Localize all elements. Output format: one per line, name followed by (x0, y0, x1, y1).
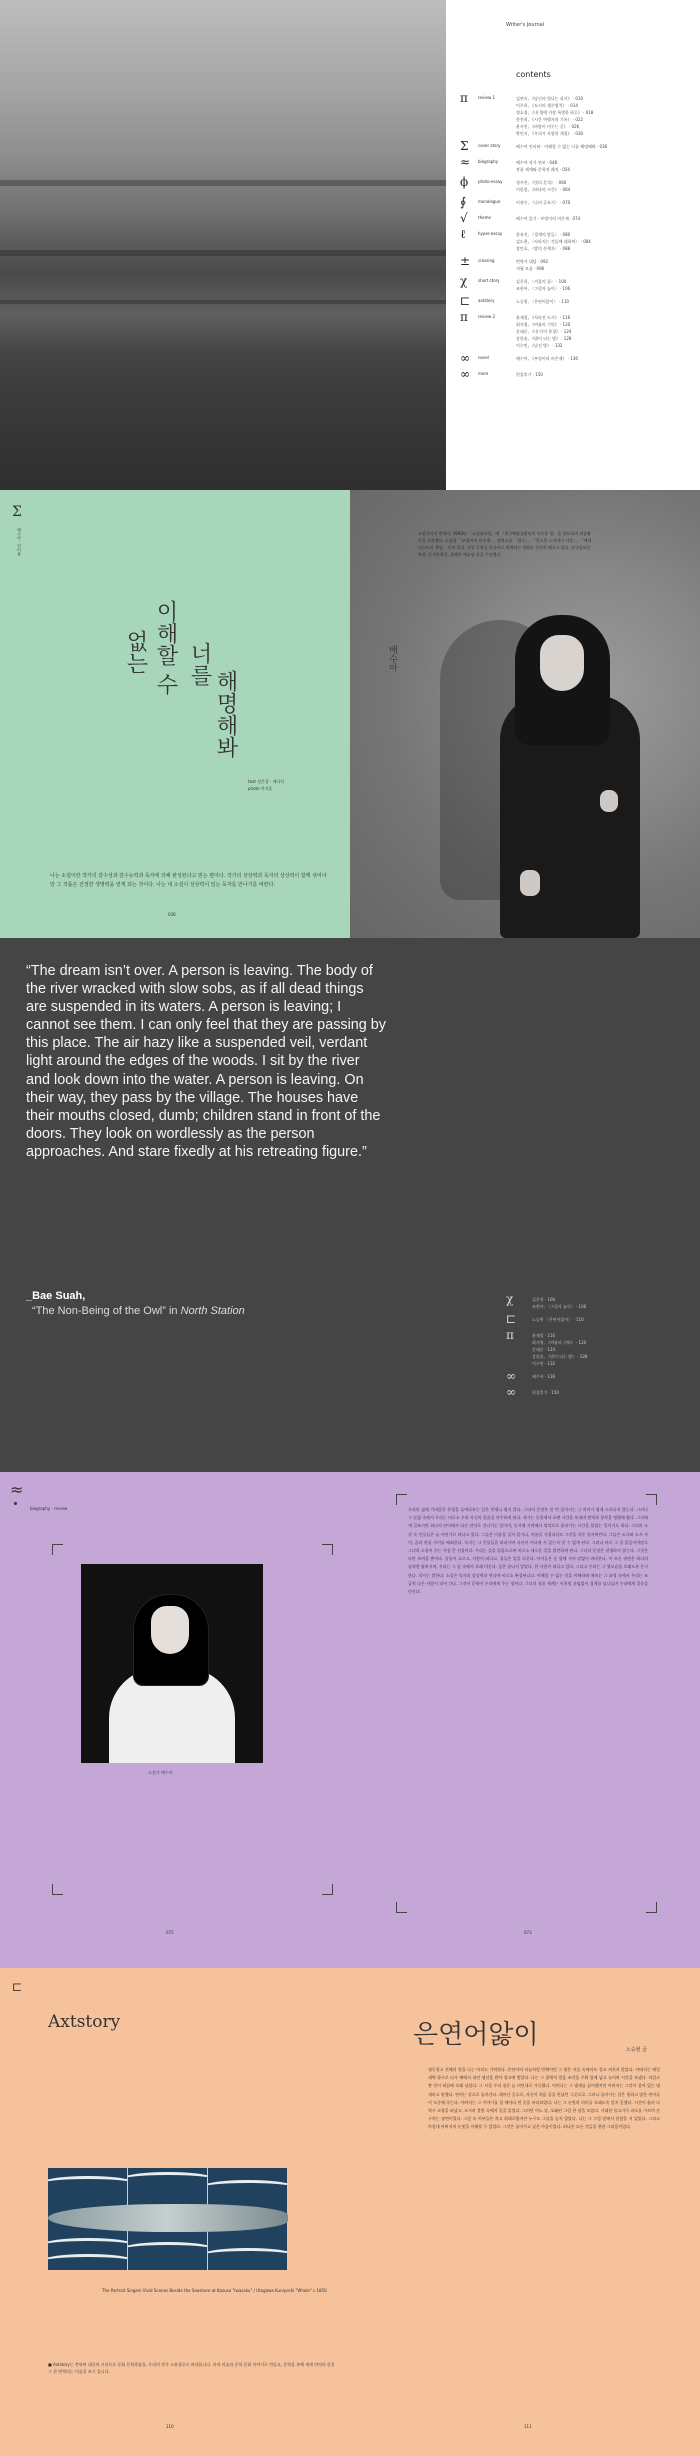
figure-hand (600, 790, 618, 812)
contents-items (516, 143, 686, 150)
contents-items (516, 215, 686, 222)
contents-category: review 2 (478, 314, 496, 319)
page-number: 111 (524, 2424, 532, 2429)
biography-spread (0, 1472, 700, 1968)
contents-item: 장민호, 〈밤의 산책자〉 · 088 (516, 246, 571, 251)
contents-item: 노승현 〈은연어앓이〉 · 110 (532, 1317, 584, 1322)
section-symbol: Σ (12, 504, 22, 520)
page-number: 110 (166, 2424, 174, 2429)
contents-item: 이한결, 《바다의 시간》 · 064 (516, 187, 571, 192)
contents-symbol: χ (460, 274, 468, 288)
author-photo (81, 1564, 263, 1763)
story-author: 노승현 글 (626, 2047, 647, 2053)
contents-item: 최지영, 《여름의 기억》 · 120 (516, 322, 571, 327)
corner-mark (646, 1494, 657, 1505)
page-number: 036 (168, 912, 176, 917)
contents-items (532, 1316, 692, 1323)
print-caption: The Portrait Singeni Vivid Scenes Beside the Seashore at Kazusa "Iwasaku" / Utagawa Kuniyoshi "Whale" c.1850 (102, 2288, 327, 2293)
contents-item: 윤재성, 《사라진 도시》 · 116 (516, 315, 571, 320)
story-body-text: 냉동창고 전체의 빛을 나는 아직도 기억한다. 은연어의 비늘처럼 반짝이던 그 빛은 어둠 속에서도 결코 꺼지지 않았다. 아버지는 매일 새벽 항구로 나가 배에서 내린 생선을 받아 창고에 쌓았다. 나는 그 곁에서 얼음 조각을 주워 입에 넣고 녹이며 시간을 보냈다. 차갑고 짠 맛이 혀끝에 오래 남았다. 그 시절 우리 집은 늘 비린내로 가득했다. 어머니는 그 냄새를 싫어했지만 아버지는 그것이 살아 있는 냄새라고 말했다. 연어는 강으로 돌아간다. 태어난 곳으로, 자신이 처음 물을 만났던 그곳으로. 그러나 돌아가는 길은 험하고 많은 연어들이 도중에 죽는다. 아버지는 그 이야기를 할 때마다 먼 곳을 바라보았다. 나는 그 눈빛의 의미를 오래도록 알지 못했다. 시간이 흘러 나 역시 고향을 떠났고, 도시의 불빛 속에서 길을 잃었다. 그러던 어느 날, 오래된 그림 한 장을 보았다. 거대한 물고기가 파도를 가르며 솟구치는 장면이었다. 그림 속 어부들은 작고 위태로웠지만 누구도 그물을 놓지 않았다. 나는 그 그림 앞에서 한참을 서 있었다. 그리고 마침내 아버지의 눈빛을 이해할 수 있었다. 그것은 돌아가고 싶은 마음이었다. 떠나온 모든 것들을 향한 그리움이었다. (428, 2067, 660, 2130)
contents-item: 조현아, 〈그림자 놀이〉 · 106 (532, 1304, 587, 1309)
contents-item: 이수민, 《낯선 방》 · 132 (516, 343, 563, 348)
contents-symbol: ∮ (460, 195, 467, 209)
quote-source-title: “The Non-Being of the Owl” in (32, 1305, 181, 1317)
contents-item: 김은희 · 100 (532, 1297, 556, 1302)
water-streak (0, 180, 446, 186)
contents-category: photo-essay (478, 179, 503, 184)
contents-symbol: ∞ (506, 1385, 516, 1399)
footnote: ■ Axtstory는 축약된 대중의 시선으로 동화 문학작품을, 우리의 작가 고유성으로 바라봅니다. 미의 미술과 문학 문화 이야기로 만들고, 문학을 통해 세계 만의의 한을 그 한 번역되는 미술을 보기 입니다. (48, 2362, 335, 2374)
page-number: 073 (524, 1930, 532, 1935)
contents-items (516, 258, 686, 272)
contents-item: 배수아 · 136 (532, 1374, 556, 1379)
corner-mark (646, 1902, 657, 1913)
contents-item: 서평 모음 · 096 (516, 266, 545, 271)
water-streak (0, 250, 446, 256)
quote-author: _Bae Suah, (26, 1290, 86, 1302)
contents-symbol: ⊏ (460, 294, 471, 308)
contents-symbol: π (460, 91, 468, 105)
contents-items (516, 199, 686, 206)
contents-items (532, 1332, 692, 1367)
title-line-1: 이해할 수 (153, 600, 178, 695)
contents-item: 김연숙, 《당신의 빛나는 과거》 · 010 (516, 96, 584, 101)
contents-item: 이정우, 〈나의 글쓰기〉 · 070 (516, 200, 571, 205)
contents-item: 김도현, 〈사라지는 것들에 대하여〉 · 084 (516, 239, 591, 244)
contents-item: 윤재성 · 116 (532, 1333, 556, 1338)
running-head: Writer's Journal (506, 22, 545, 28)
contents-symbol: π (506, 1328, 514, 1342)
contents-items (532, 1389, 692, 1396)
wave-mark (48, 2254, 127, 2270)
photo-caption: 소설가 배수아 (148, 1770, 173, 1775)
contents-category: monologue (478, 199, 501, 204)
contents-symbol: ≈ (460, 155, 471, 169)
woodblock-print-triptych (48, 2168, 288, 2270)
contents-item: 정서진, 《빛의 흔적》 · 060 (516, 180, 567, 185)
contents-items (516, 298, 686, 305)
contents-category: hyper-essay (478, 231, 503, 236)
axtstory-spread (0, 1968, 700, 2456)
contents-symbol: Σ (460, 139, 469, 153)
contents-page (446, 0, 700, 490)
section-category: biography · review (30, 1506, 68, 1511)
contents-item: 한진희, 《시간 여행자의 기록》 · 022 (516, 117, 584, 122)
credit-photo: photo 이지훈 (248, 786, 273, 791)
contents-category: axtstory (478, 298, 495, 303)
wave-mark (208, 2180, 287, 2197)
figure-hand (520, 870, 540, 896)
contents-symbol: ∞ (460, 351, 470, 365)
corner-mark (396, 1902, 407, 1913)
contents-category: short story (478, 278, 500, 283)
corner-mark (52, 1544, 63, 1555)
contents-symbol: ∞ (460, 367, 470, 381)
contents-items (516, 278, 686, 292)
contents-item: 조현아, 〈그림자 놀이〉 · 106 (516, 286, 571, 291)
contents-items (516, 314, 686, 349)
contents-category: more (478, 371, 489, 376)
contents-item: 배수아, 《부엉이의 비존재》 · 136 (516, 356, 578, 361)
section-title: Axtstory (48, 2012, 121, 2032)
contents-item: 배수아 작가 연보 · 048 (516, 160, 558, 165)
contents-title: contents (516, 70, 551, 79)
wave-mark (48, 2238, 127, 2255)
contents-item: 배수아 읽기 · 부엉이의 비존재 · 074 (516, 216, 581, 221)
body-text: 우리의 삶에 가라앉은 풍경을 들여다보는 일은 언제나 쉽지 않다. 그녀의 문장은 한 번 읽어서는 그 의미가 쉽게 드러나지 않는다. 그러나 그 낯섦 속에서 우리는 비로소 우리 자신의 얼굴을 마주하게 된다. 작가는 독일에서 오랜 시간을 보내며 번역과 창작을 병행해 왔다. 그녀에게 글쓰기란 하나의 언어에서 다른 언어로 건너가는 일이며, 동시에 기억에서 망각으로 흘러가는 시간을 붙잡는 일이기도 하다. 그녀의 소설 속 인물들은 늘 어딘가로 떠나고 있다. 그들은 이름을 갖지 않거나, 이름을 가졌더라도 그것을 자주 잊어버린다. 그들은 도시와 도시 사이, 꿈과 현실 사이를 배회한다. 독자는 그 인물들을 따라가며 자신이 어디에 서 있는지 알 수 없게 된다. 그러나 바로 그 길 잃음이야말로 그녀의 소설이 주는 가장 큰 선물이다. 우리는 길을 잃음으로써 비로소 새로운 길을 발견하게 된다. 그녀의 문장은 설명하지 않는다. 그것은 다만 보여줄 뿐이다. 강물이 흐르고, 사람이 떠나고, 집들은 입을 다문다. 아이들은 문 앞에 서서 말없이 바라본다. 이 모든 장면은 하나의 꿈처럼 펼쳐지며, 우리는 그 꿈 속에서 오래 머문다. 꿈은 끝나지 않았다. 한 사람이 떠나고 있다. 그리고 우리는 그 뒷모습을 오래도록 응시한다. 작가는 말한다. 소설은 독자의 상상력과 만나야 비로소 완성된다고. 이해할 수 없는 것을 이해하려 애쓰는 그 과정 속에서 우리는 조금씩 다른 사람이 되어 간다. 그것이 문학이 우리에게 주는 힘이다. 그녀의 작품 세계는 이처럼 끊임없이 경계를 넘나들며 우리에게 질문을 던진다. (408, 1507, 648, 1595)
contents-item: 이수민 · 132 (532, 1361, 556, 1366)
contents-items (516, 179, 686, 193)
contents-items (516, 371, 686, 378)
figure-face (151, 1606, 189, 1654)
contents-items (516, 355, 686, 362)
pull-quote: “The dream isn’t over. A person is leaving. The body of the river wracked with slow sobs, as if all dead things are suspended in its waters. A person is leaving; I cannot see them. I can only feel that they are passing by this place. The air hazy like a suspended veil, verdant light around the edges of the woods. I sit by the river and look down into the water. A person is leaving. On their way, they pass by the village. The houses have their mouths closed, dumb; children stand in front of the doors. They look on wordlessly as the person approaches. And stare fixedly at his retreating figure.” (26, 963, 386, 1160)
section-symbol: ⊏ (12, 1980, 23, 1994)
contents-symbol: π (460, 310, 468, 324)
contents-items (516, 231, 686, 252)
author-name-vertical: 배수아 (387, 645, 397, 672)
contents-item: 편집후기 · 150 (516, 372, 543, 377)
corner-mark (322, 1884, 333, 1895)
page-number: 072 (166, 1930, 174, 1935)
wave-mark (128, 2242, 207, 2259)
contents-item: 한유진, 〈경계의 말들〉 · 080 (516, 232, 571, 237)
water-streak (0, 300, 446, 304)
interview-photo-page (350, 490, 700, 938)
bullet-dot (14, 1502, 17, 1505)
wave-mark (128, 2172, 207, 2189)
contents-item: 번역가 대담 · 092 (516, 259, 549, 264)
contents-spread (0, 0, 700, 490)
contents-category: crossing (478, 258, 495, 263)
contents-item: 강한솔, 《별이 되는 밤》 · 128 (532, 1354, 588, 1359)
section-symbol: ≈ (10, 1480, 24, 1499)
story-title: 은연어앓이 (413, 2020, 539, 2050)
contents-item: 정호경, 《내 생애 가장 특별한 하루》 · 018 (516, 110, 594, 115)
credit-text: text 정은경 · 에디터 (248, 779, 285, 784)
contents-item: 편집후기 · 150 (532, 1390, 559, 1395)
contents-symbol: ⊏ (506, 1312, 517, 1326)
contents-item: 박민지, 《우리가 사랑한 계절》 · 030 (516, 131, 584, 136)
figure-face (540, 635, 584, 691)
contents-category: theme (478, 215, 491, 220)
quote-spread (0, 938, 700, 1472)
contents-item: 강한솔, 《별이 되는 밤》 · 128 (516, 336, 572, 341)
contents-item: 이주희, 《도시의 생존법칙》 · 014 (516, 103, 578, 108)
contents-symbol: ∞ (506, 1369, 516, 1383)
wave-mark (48, 2176, 127, 2193)
contents-symbol: ± (460, 254, 471, 268)
title-line-3: 너를 (187, 642, 212, 686)
interview-title-page (0, 490, 350, 938)
contents-item: 최지영, 《여름의 기억》 · 120 (532, 1340, 587, 1345)
contents-items (516, 95, 686, 137)
contents-item: 작품 세계와 문학적 궤적 · 054 (516, 167, 570, 172)
contents-category: review 1 (478, 95, 496, 100)
contents-items (532, 1373, 692, 1380)
contents-symbol: ℓ (460, 227, 466, 241)
contents-item: 배수아 인터뷰 · 이해할 수 없는 너를 해명해봐 · 036 (516, 144, 608, 149)
contents-category: cover story (478, 143, 501, 148)
contents-item: 문태준, 《내 안의 풍경》 · 124 (516, 329, 572, 334)
contents-category: biography (478, 159, 499, 164)
contents-symbol: √ (460, 211, 468, 225)
contents-item: 노승현, 〈은연어앓이〉 · 110 (516, 299, 569, 304)
contents-item: 문태준 · 124 (532, 1347, 556, 1352)
contents-item: 김은희, 〈겨울의 끝〉 · 100 (516, 279, 567, 284)
credits (248, 778, 284, 792)
wave-mark (208, 2248, 287, 2265)
contents-symbol: χ (506, 1292, 514, 1306)
title-line-2: 없는 (123, 630, 148, 674)
contents-items (516, 159, 686, 173)
river-photo (0, 0, 446, 490)
corner-mark (52, 1884, 63, 1895)
contents-item: 윤서진, 《바람이 머무는 곳》 · 026 (516, 124, 580, 129)
contents-symbol: ϕ (460, 175, 469, 189)
title-line-4: 해명해봐 (213, 670, 238, 758)
contents-items (532, 1296, 692, 1310)
corner-mark (396, 1494, 407, 1505)
whale-figure (48, 2204, 288, 2232)
contents-category: novel (478, 355, 489, 360)
section-label: 배수아 · 인터뷰 (17, 528, 22, 556)
lead-paragraph: 나는 소설이란 작가의 감수성과 감수능력과 독자에 의해 완성된다고 믿는 편이다. 작가의 상상력과 독자의 상상력이 함께 섞여야만 그 작품은 진정한 생명력을 얻게 되는 것이다. 나는 내 소설이 상상력이 있는 독자를 만나기를 바란다. (50, 873, 327, 888)
quote-source-work: North Station (180, 1305, 245, 1317)
author-intro: 소설가이자 번역가. 1993년 「소설과사상」에 「천구백팔십팔년의 어두운 방」을 발표하며 작품활동을 시작했다. 소설집 「부엉이의 비존재」, 장편소설 「철수」, 「일요일 스키야키 식당」, 「에세이스트의 책상」 등이 있다. 독일 문학을 한국어로 번역하는 작업도 꾸준히 해오고 있다. 한국일보문학상, 동서문학상, 올해의 예술상 등을 수상했다. (418, 531, 592, 557)
quote-source (32, 1305, 245, 1317)
corner-mark (322, 1544, 333, 1555)
